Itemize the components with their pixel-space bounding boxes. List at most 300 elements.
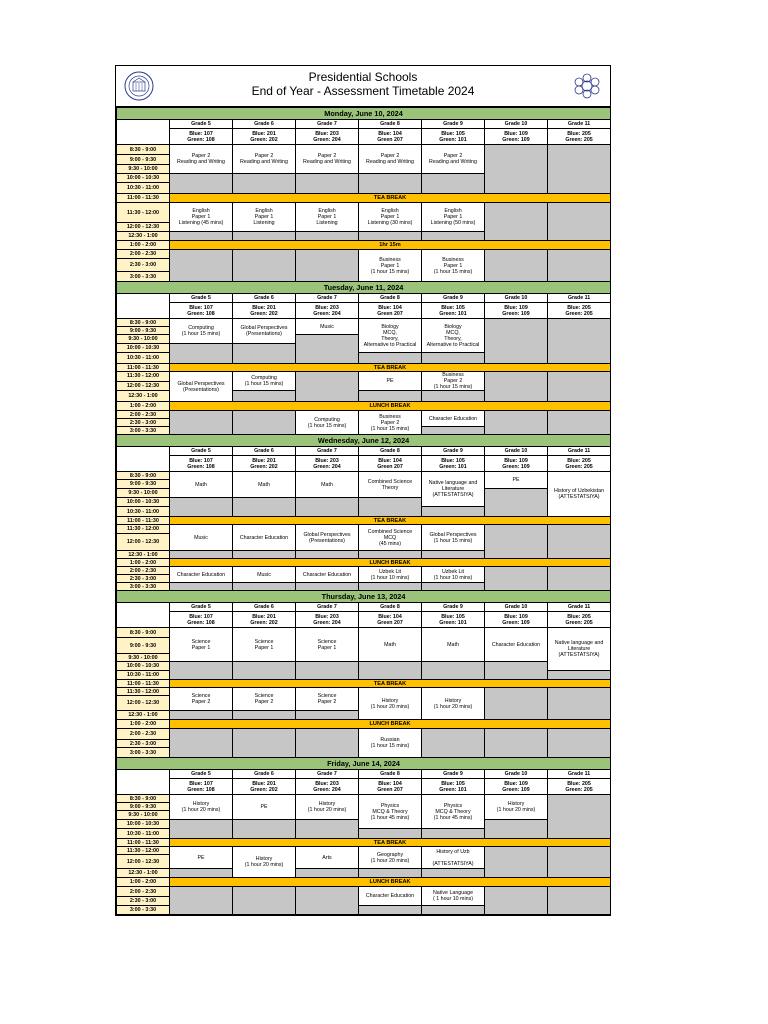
break-row (117, 559, 611, 567)
no-exam-cell (359, 391, 422, 402)
no-exam-cell (485, 411, 548, 435)
room-header: Blue: 104 Green 207 (359, 456, 422, 472)
time-slot: 10:00 - 10:30 (117, 174, 170, 183)
time-slot: 8:30 - 9:00 (117, 472, 170, 480)
room-header: Blue: 107 Green: 108 (170, 456, 233, 472)
exam-cell: Paper 2 Reading and Writing (233, 145, 296, 174)
exam-cell: Science Paper 1 (170, 628, 233, 662)
time-slot: 3:00 - 3:30 (117, 272, 170, 282)
grade-header-row (117, 294, 611, 303)
grade-header: Grade 7 (296, 294, 359, 303)
time-slot: 1:00 - 2:00 (117, 241, 170, 250)
exam-cell: Native language and Literature (ATTESTATSIYA) (422, 472, 485, 507)
exam-cell: Paper 2 Reading and Writing (359, 145, 422, 174)
no-exam-cell (485, 372, 548, 402)
exam-cell: English Paper 1 Listening (296, 203, 359, 232)
break-row (117, 878, 611, 887)
room-header: Blue: 105 Green: 101 (422, 303, 485, 319)
no-exam-cell (485, 662, 548, 680)
grade-header: Grade 7 (296, 120, 359, 129)
no-exam-cell (359, 662, 422, 680)
break-bar: TEA BREAK (170, 680, 611, 688)
day-title-row (117, 282, 611, 294)
no-exam-cell (296, 232, 359, 241)
exam-cell: Native language and Literature (ATTESTATSIYA) (548, 628, 611, 671)
break-bar: TEA BREAK (170, 364, 611, 372)
no-exam-cell (548, 411, 611, 435)
no-exam-cell (233, 662, 296, 680)
grade-header: Grade 5 (170, 770, 233, 779)
time-slot: 11:30 - 12:00 (117, 372, 170, 382)
grade-header: Grade 7 (296, 447, 359, 456)
room-header-row (117, 779, 611, 795)
room-header: Blue: 201 Green: 202 (233, 303, 296, 319)
grade-header: Grade 11 (548, 770, 611, 779)
exam-cell: Character Education (485, 628, 548, 662)
exam-cell: Native Language ( 1 hour 10 mins) (422, 887, 485, 906)
grade-header: Grade 9 (422, 603, 485, 612)
no-exam-cell (548, 887, 611, 915)
exam-cell: Business Paper 1 (1 hour 15 mins) (422, 250, 485, 282)
room-header: Blue: 109 Green: 109 (485, 779, 548, 795)
no-exam-cell (170, 174, 233, 194)
exam-cell: Business Paper 2 (1 hour 15 mins) (359, 411, 422, 435)
grade-header: Grade 5 (170, 447, 233, 456)
no-exam-cell (422, 729, 485, 758)
time-slot: 10:30 - 11:00 (117, 507, 170, 517)
no-exam-cell (485, 525, 548, 559)
no-exam-cell (359, 498, 422, 517)
exam-cell: Computing (1 hour 15 mins) (233, 372, 296, 391)
no-exam-cell (296, 583, 359, 591)
exam-cell: Russian (1 hour 15 mins) (359, 729, 422, 758)
room-header: Blue: 107 Green: 108 (170, 129, 233, 145)
grade-header: Grade 5 (170, 294, 233, 303)
no-exam-cell (422, 551, 485, 559)
time-slot: 10:00 - 10:30 (117, 498, 170, 507)
room-header: Blue: 205 Green: 205 (548, 779, 611, 795)
day-title: Thursday, June 13, 2024 (117, 591, 611, 603)
no-exam-cell (422, 829, 485, 839)
exam-cell: Combined Science MCQ (45 mins) (359, 525, 422, 551)
no-exam-cell (548, 372, 611, 402)
time-slot: 3:00 - 3:30 (117, 906, 170, 915)
time-slot: 10:00 - 10:30 (117, 820, 170, 829)
room-header: Blue: 201 Green: 202 (233, 129, 296, 145)
exam-cell: Global Perspectives (1 hour 15 mins) (422, 525, 485, 551)
time-slot: 10:30 - 11:00 (117, 353, 170, 364)
exam-cell: Math (359, 628, 422, 662)
exam-cell: History (1 hour 20 mins) (170, 795, 233, 820)
no-exam-cell (170, 583, 233, 591)
time-slot: 8:30 - 9:00 (117, 319, 170, 327)
no-exam-cell (170, 250, 233, 282)
grade-header: Grade 10 (485, 447, 548, 456)
time-slot: 2:30 - 3:00 (117, 740, 170, 748)
time-slot: 1:00 - 2:00 (117, 878, 170, 887)
no-exam-cell (170, 729, 233, 758)
timetable-sheet (115, 65, 611, 916)
no-exam-cell (170, 344, 233, 364)
no-exam-cell (233, 551, 296, 559)
break-row (117, 517, 611, 525)
grade-header-blank (117, 447, 170, 472)
time-slot: 2:30 - 3:00 (117, 419, 170, 427)
room-header: Blue: 109 Green: 109 (485, 612, 548, 628)
no-exam-cell (170, 711, 233, 720)
room-header: Blue: 205 Green: 205 (548, 303, 611, 319)
no-exam-cell (485, 688, 548, 720)
exam-cell: Paper 2 Reading and Writing (296, 145, 359, 174)
no-exam-cell (485, 729, 548, 758)
exam-cell: Music (170, 525, 233, 551)
exam-cell: Science Paper 2 (170, 688, 233, 711)
time-slot-row (117, 472, 611, 480)
time-slot-row (117, 525, 611, 534)
time-slot: 2:00 - 2:30 (117, 887, 170, 897)
grade-header-row (117, 120, 611, 129)
no-exam-cell (422, 662, 485, 680)
time-slot: 11:30 - 12:00 (117, 847, 170, 855)
no-exam-cell (548, 795, 611, 839)
no-exam-cell (485, 203, 548, 241)
time-slot: 2:00 - 2:30 (117, 567, 170, 575)
exam-cell: Paper 2 Reading and Writing (422, 145, 485, 174)
grade-header: Grade 10 (485, 294, 548, 303)
room-header: Blue: 203 Green: 204 (296, 456, 359, 472)
no-exam-cell (233, 232, 296, 241)
room-header: Blue: 201 Green: 202 (233, 456, 296, 472)
exam-cell: PE (485, 472, 548, 489)
no-exam-cell (359, 174, 422, 194)
exam-cell: Science Paper 2 (233, 688, 296, 711)
exam-cell: Paper 2 Reading and Writing (170, 145, 233, 174)
no-exam-cell (233, 711, 296, 720)
no-exam-cell (485, 250, 548, 282)
no-exam-cell (548, 729, 611, 758)
break-row (117, 364, 611, 372)
grade-header: Grade 5 (170, 120, 233, 129)
grade-header: Grade 7 (296, 603, 359, 612)
day-title-row (117, 758, 611, 770)
exam-cell: Math (233, 472, 296, 498)
time-slot: 11:00 - 11:30 (117, 680, 170, 688)
no-exam-cell (359, 353, 422, 364)
exam-cell: English Paper 1 Listening (233, 203, 296, 232)
time-slot: 2:30 - 3:00 (117, 575, 170, 583)
exam-cell: PE (170, 847, 233, 869)
grade-header: Grade 8 (359, 294, 422, 303)
time-slot: 8:30 - 9:00 (117, 628, 170, 638)
time-slot: 9:30 - 10:00 (117, 654, 170, 662)
time-slot: 2:00 - 2:30 (117, 250, 170, 259)
time-slot-row (117, 250, 611, 259)
timetable-header (116, 66, 610, 107)
time-slot-row (117, 847, 611, 855)
no-exam-cell (548, 847, 611, 878)
day-title: Wednesday, June 12, 2024 (117, 435, 611, 447)
exam-cell: Global Perspectives (Presentations) (296, 525, 359, 551)
time-slot: 2:30 - 3:00 (117, 897, 170, 906)
exam-cell: Character Education (296, 567, 359, 583)
room-header-row (117, 456, 611, 472)
time-slot: 12:30 - 1:00 (117, 869, 170, 878)
time-slot: 2:00 - 2:30 (117, 411, 170, 419)
room-header-row (117, 612, 611, 628)
time-slot: 9:30 - 10:00 (117, 489, 170, 498)
no-exam-cell (359, 232, 422, 241)
exam-cell: Character Education (359, 887, 422, 906)
grade-header-blank (117, 294, 170, 319)
no-exam-cell (233, 174, 296, 194)
no-exam-cell (233, 583, 296, 591)
time-slot: 1:00 - 2:00 (117, 559, 170, 567)
exam-cell: Combined Science Theory (359, 472, 422, 498)
room-header: Blue: 205 Green: 205 (548, 612, 611, 628)
time-slot: 11:00 - 11:30 (117, 364, 170, 372)
no-exam-cell (233, 391, 296, 402)
time-slot: 3:00 - 3:30 (117, 427, 170, 435)
time-slot-row (117, 411, 611, 419)
exam-cell: Biology MCQ, Theory, Alternative to Practical (422, 319, 485, 353)
room-header: Blue: 105 Green: 101 (422, 456, 485, 472)
room-header: Blue: 205 Green: 205 (548, 456, 611, 472)
time-slot: 8:30 - 9:00 (117, 795, 170, 803)
no-exam-cell (485, 489, 548, 517)
time-slot: 10:30 - 11:00 (117, 671, 170, 680)
no-exam-cell (296, 250, 359, 282)
exam-cell: Arts (296, 847, 359, 869)
grade-header: Grade 9 (422, 120, 485, 129)
break-row (117, 241, 611, 250)
break-row (117, 720, 611, 729)
no-exam-cell (296, 869, 359, 878)
room-header: Blue: 203 Green: 204 (296, 612, 359, 628)
no-exam-cell (422, 391, 485, 402)
time-slot: 12:00 - 12:30 (117, 855, 170, 869)
no-exam-cell (233, 344, 296, 364)
no-exam-cell (422, 353, 485, 364)
break-bar: TEA BREAK (170, 839, 611, 847)
time-slot: 11:00 - 11:30 (117, 194, 170, 203)
no-exam-cell (422, 427, 485, 435)
no-exam-cell (485, 887, 548, 915)
no-exam-cell (296, 729, 359, 758)
no-exam-cell (233, 729, 296, 758)
grade-header: Grade 8 (359, 603, 422, 612)
no-exam-cell (359, 551, 422, 559)
no-exam-cell (296, 820, 359, 839)
grade-header: Grade 11 (548, 603, 611, 612)
no-exam-cell (548, 319, 611, 364)
no-exam-cell (170, 887, 233, 915)
time-slot-row (117, 887, 611, 897)
ornament-emblem-icon (570, 70, 604, 102)
title-block (166, 70, 560, 98)
no-exam-cell (233, 820, 296, 839)
room-header: Blue: 105 Green: 101 (422, 612, 485, 628)
room-header: Blue: 201 Green: 202 (233, 779, 296, 795)
no-exam-cell (296, 551, 359, 559)
time-slot: 11:00 - 11:30 (117, 839, 170, 847)
exam-cell: PE (359, 372, 422, 391)
no-exam-cell (296, 372, 359, 402)
break-bar: LUNCH BREAK (170, 720, 611, 729)
exam-cell: Character Education (422, 411, 485, 427)
exam-cell: History (1 hour 20 mins) (422, 688, 485, 720)
time-slot: 8:30 - 9:00 (117, 145, 170, 155)
no-exam-cell (170, 820, 233, 839)
time-slot: 3:00 - 3:30 (117, 748, 170, 758)
no-exam-cell (422, 906, 485, 915)
exam-cell: PE (233, 795, 296, 820)
no-exam-cell (170, 411, 233, 435)
time-slot-row (117, 795, 611, 803)
no-exam-cell (548, 145, 611, 194)
room-header: Blue: 105 Green: 101 (422, 129, 485, 145)
no-exam-cell (548, 525, 611, 559)
no-exam-cell (296, 711, 359, 720)
exam-cell: History (1 hour 20 mins) (296, 795, 359, 820)
timetable-grid (116, 107, 611, 915)
exam-cell: English Paper 1 Listening (30 mins) (359, 203, 422, 232)
time-slot: 1:00 - 2:00 (117, 402, 170, 411)
grade-header: Grade 6 (233, 447, 296, 456)
exam-cell: English Paper 1 Listening (45 mins) (170, 203, 233, 232)
no-exam-cell (296, 498, 359, 517)
no-exam-cell (233, 250, 296, 282)
room-header: Blue: 205 Green: 205 (548, 129, 611, 145)
day-title-row (117, 108, 611, 120)
time-slot: 10:30 - 11:00 (117, 829, 170, 839)
time-slot-row (117, 145, 611, 155)
time-slot: 10:30 - 11:00 (117, 183, 170, 194)
grade-header: Grade 9 (422, 447, 485, 456)
exam-cell: History of Uzbekistan (ATTESTATSIYA) (548, 472, 611, 517)
school-name: Presidential Schools (308, 70, 418, 84)
time-slot: 2:00 - 2:30 (117, 729, 170, 740)
time-slot-row (117, 203, 611, 223)
time-slot: 10:00 - 10:30 (117, 344, 170, 353)
grade-header-row (117, 770, 611, 779)
time-slot: 9:30 - 10:00 (117, 811, 170, 820)
time-slot: 12:00 - 12:30 (117, 696, 170, 711)
no-exam-cell (359, 906, 422, 915)
room-header: Blue: 105 Green: 101 (422, 779, 485, 795)
exam-cell: Global Perspectives (Presentations) (233, 319, 296, 344)
time-slot: 11:30 - 12:00 (117, 203, 170, 223)
exam-cell: English Paper 1 Listening (50 mins) (422, 203, 485, 232)
no-exam-cell (548, 250, 611, 282)
day-title: Friday, June 14, 2024 (117, 758, 611, 770)
grade-header: Grade 8 (359, 447, 422, 456)
grade-header: Grade 11 (548, 120, 611, 129)
grade-header: Grade 11 (548, 294, 611, 303)
room-header-row (117, 303, 611, 319)
time-slot-row (117, 628, 611, 638)
exam-cell: Geography (1 hour 20 mins) (359, 847, 422, 869)
no-exam-cell (233, 887, 296, 915)
exam-cell: Computing (1 hour 15 mins) (296, 411, 359, 435)
time-slot: 2:30 - 3:00 (117, 259, 170, 272)
exam-cell: Business Paper 2 (1 hour 15 mins) (422, 372, 485, 391)
no-exam-cell (359, 583, 422, 591)
exam-cell: Business Paper 1 (1 hour 15 mins) (359, 250, 422, 282)
break-bar: 1hr 15m (170, 241, 611, 250)
day-title-row (117, 435, 611, 447)
time-slot: 12:30 - 1:00 (117, 232, 170, 241)
room-header: Blue: 109 Green: 109 (485, 129, 548, 145)
no-exam-cell (485, 820, 548, 839)
room-header: Blue: 109 Green: 109 (485, 303, 548, 319)
room-header: Blue: 104 Green 207 (359, 612, 422, 628)
no-exam-cell (359, 829, 422, 839)
exam-cell: Character Education (170, 567, 233, 583)
school-emblem-icon (122, 70, 156, 102)
break-row (117, 680, 611, 688)
time-slot: 11:30 - 12:00 (117, 525, 170, 534)
time-slot: 12:00 - 12:30 (117, 223, 170, 232)
grade-header-blank (117, 603, 170, 628)
timetable-title: End of Year - Assessment Timetable 2024 (251, 84, 475, 98)
room-header: Blue: 107 Green: 108 (170, 612, 233, 628)
time-slot: 9:00 - 9:30 (117, 803, 170, 811)
time-slot: 9:00 - 9:30 (117, 480, 170, 489)
exam-cell: Science Paper 2 (296, 688, 359, 711)
time-slot: 9:00 - 9:30 (117, 327, 170, 335)
time-slot-row (117, 662, 611, 671)
grade-header: Grade 9 (422, 294, 485, 303)
room-header: Blue: 104 Green 207 (359, 303, 422, 319)
room-header-row (117, 129, 611, 145)
no-exam-cell (485, 567, 548, 591)
time-slot: 3:00 - 3:30 (117, 583, 170, 591)
exam-cell: Science Paper 1 (296, 628, 359, 662)
grade-header: Grade 7 (296, 770, 359, 779)
grade-header: Grade 10 (485, 603, 548, 612)
exam-cell: Character Education (233, 525, 296, 551)
grade-header-blank (117, 120, 170, 145)
time-slot: 9:30 - 10:00 (117, 335, 170, 344)
no-exam-cell (233, 411, 296, 435)
break-bar: TEA BREAK (170, 517, 611, 525)
grade-header: Grade 6 (233, 120, 296, 129)
no-exam-cell (485, 145, 548, 194)
time-slot: 12:00 - 12:30 (117, 534, 170, 551)
exam-cell: Global Perspectives (Presentations) (170, 372, 233, 402)
time-slot: 10:00 - 10:30 (117, 662, 170, 671)
grade-header: Grade 5 (170, 603, 233, 612)
no-exam-cell (422, 232, 485, 241)
exam-cell: Physics MCQ & Theory (1 hour 45 mins) (422, 795, 485, 829)
grade-header-blank (117, 770, 170, 795)
time-slot-row (117, 372, 611, 382)
break-bar: TEA BREAK (170, 194, 611, 203)
exam-cell: Computing (1 hour 15 mins) (170, 319, 233, 344)
no-exam-cell (233, 498, 296, 517)
grade-header: Grade 6 (233, 603, 296, 612)
no-exam-cell (170, 551, 233, 559)
no-exam-cell (485, 847, 548, 878)
time-slot-row (117, 729, 611, 740)
no-exam-cell (485, 319, 548, 364)
no-exam-cell (422, 174, 485, 194)
exam-cell: Uzbek Lit (1 hour 10 mins) (422, 567, 485, 583)
time-slot-row (117, 319, 611, 327)
time-slot: 1:00 - 2:00 (117, 720, 170, 729)
no-exam-cell (170, 869, 233, 878)
room-header: Blue: 104 Green 207 (359, 129, 422, 145)
